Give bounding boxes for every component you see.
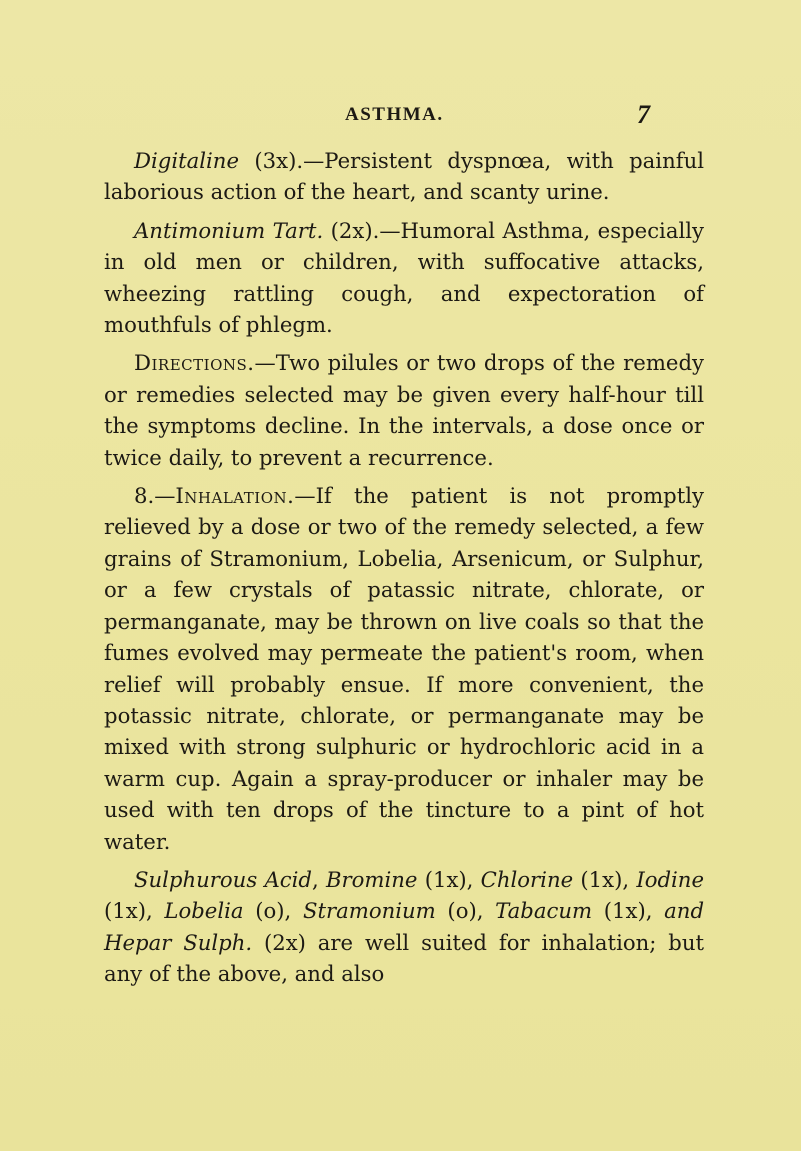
remedy-sulphurous-acid: Sulphurous Acid [134,866,312,892]
potency: (1x), [417,866,481,892]
remedy-iodine: Iodine [636,866,704,892]
running-title: ASTHMA. [345,104,444,125]
remedy-name: Digitaline [134,148,239,173]
paragraph-digitaline [104,145,704,208]
remedy-lobelia: Lobelia [164,898,244,924]
section-heading: Inhalation. [175,483,295,509]
potency: (o), [243,898,303,924]
paragraph-antimonium [104,215,704,341]
paragraph-inhalation [104,480,704,857]
remedy-name: Antimonium Tart. [134,217,324,243]
potency: (1x), [104,898,165,924]
remedy-stramonium: Stramonium [302,898,436,924]
body-text [104,145,704,990]
section-number: 8.— [134,483,176,509]
potency: (1x), [592,898,665,924]
remedy-tabacum: Tabacum [495,898,593,924]
remedy-bromine: Bromine [325,866,418,892]
remedy-description: (3x).—Persistent dyspnœa, with painful laborious action of the heart, and scanty urine. [104,148,704,205]
section-heading: Directions. [134,350,255,376]
section-body: —If the patient is not promptly relieved by a dose or two of the remedy selected, a few grains of Stramonium, Lobelia, Arsenicum, or Sulphur, or a few crystals of patassic nitrate, chlorate, or permanganate, may be thrown on live coals so that the fumes evolved may permeate the patient's room, when relief will probably ensue. If more convenient, the potassic nitrate, chlorate, or permanganate may be mixed with strong sulphuric or hydrochloric acid in a warm cup. Again a spray-producer or inhaler may be used with ten drops of the tincture to a pint of hot water. [104,483,704,854]
paragraph-inhalation-remedies [104,864,704,990]
separator: , [311,866,326,892]
potency: (1x), [573,866,637,892]
running-head [0,100,801,134]
potency: (o), [435,898,496,924]
paragraph-ending: (2x) are well suited for inhalation; but any of the above, and also [104,929,704,987]
paragraph-directions [104,347,704,473]
remedy-description: (2x).—Humoral Asthma, especially in old men or children, with suffocative attacks, wheezing rattling cough, and expectoration of mouthfuls of phlegm. [104,217,704,338]
remedy-chlorine: Chlorine [480,866,574,892]
section-body: —Two pilules or two drops of the remedy or remedies selected may be given every half-hour till the symptoms decline. In the intervals, a dose once or twice daily, to prevent a recurrence. [104,350,704,470]
page-number: 7 [637,100,650,129]
remedy-hepar-sulph: and Hepar Sulph. [104,898,705,955]
